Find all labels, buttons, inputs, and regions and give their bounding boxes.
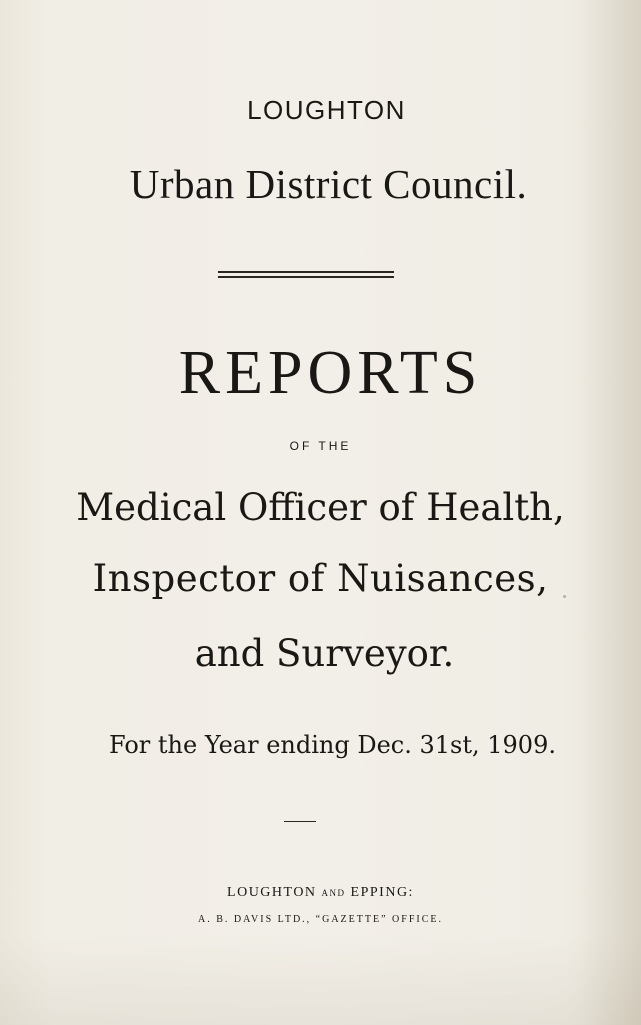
double-rule-bottom bbox=[218, 276, 394, 278]
report-year-line: For the Year ending Dec. 31st, 1909. bbox=[109, 731, 556, 759]
publisher-place-2: EPPING: bbox=[350, 885, 414, 900]
short-dash-divider bbox=[284, 821, 316, 822]
reports-heading: REPORTS bbox=[178, 339, 483, 407]
publisher-place bbox=[0, 885, 641, 901]
officer-line-medical: Medical Officer of Health, bbox=[76, 486, 565, 529]
double-rule-top bbox=[218, 271, 394, 273]
officer-line-inspector: Inspector of Nuisances, bbox=[92, 557, 549, 600]
publisher-conjunction: AND bbox=[321, 888, 346, 898]
place-title: LOUGHTON bbox=[247, 95, 406, 125]
publisher-place-1: LOUGHTON bbox=[227, 885, 317, 900]
paper-speck bbox=[563, 595, 566, 598]
printer-line: A. B. DAVIS LTD., “GAZETTE” OFFICE. bbox=[198, 914, 443, 925]
of-the-label: OF THE bbox=[289, 439, 352, 453]
paper-bottom-shading bbox=[0, 935, 641, 1025]
council-name: Urban District Council. bbox=[129, 161, 528, 207]
officer-line-surveyor: and Surveyor. bbox=[194, 632, 455, 675]
